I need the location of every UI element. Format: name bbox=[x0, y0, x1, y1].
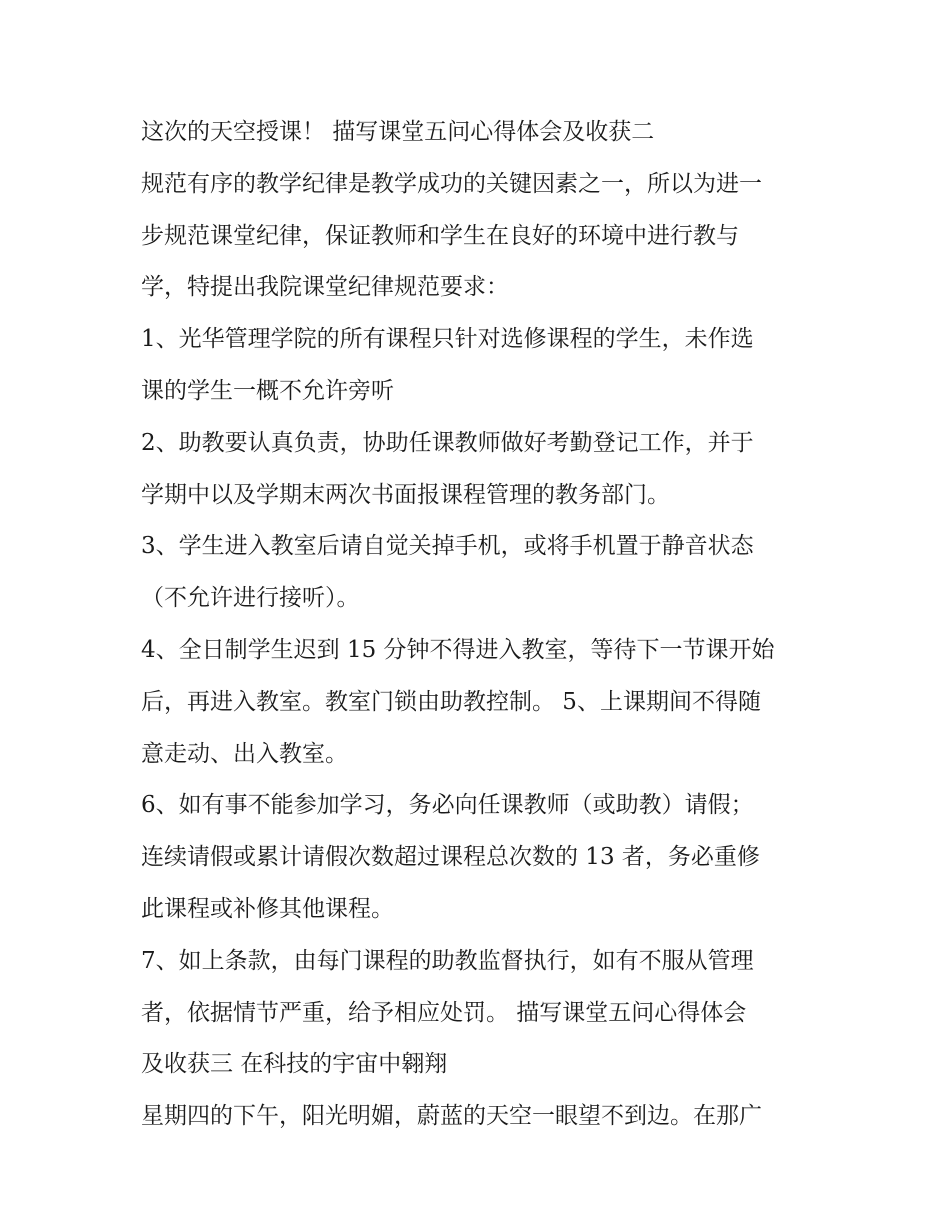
text-line: 1、光华管理学院的所有课程只针对选修课程的学生，未作选 bbox=[141, 326, 754, 353]
text-line: （不允许进行接听）。 bbox=[141, 585, 360, 612]
text-line: 连续请假或累计请假次数超过课程总次数的 13 者，务必重修 bbox=[141, 844, 760, 871]
text-line: 6、如有事不能参加学习，务必向任课教师（或助教）请假； bbox=[141, 792, 754, 819]
text-line: 这次的天空授课！ 描写课堂五问心得体会及收获二 bbox=[141, 119, 655, 145]
document-body bbox=[141, 107, 831, 1143]
text-line: 后，再进入教室。教室门锁由助教控制。 5、上课期间不得随 bbox=[141, 688, 761, 715]
text-line: 7、如上条款，由每门课程的助教监督执行，如有不服从管理 bbox=[141, 947, 754, 974]
text-line: 步规范课堂纪律，保证教师和学生在良好的环境中进行教与 bbox=[141, 222, 739, 249]
text-line: 及收获三 在科技的宇宙中翱翔 bbox=[141, 1051, 448, 1078]
text-line: 规范有序的教学纪律是教学成功的关键因素之一，所以为进一 bbox=[141, 170, 762, 197]
text-line: 课的学生一概不允许旁听 bbox=[141, 377, 394, 404]
text-line: 意走动、出入教室。 bbox=[141, 740, 348, 767]
text-line: 学，特提出我院课堂纪律规范要求： bbox=[141, 274, 509, 301]
text-line: 学期中以及学期末两次书面报课程管理的教务部门。 bbox=[141, 481, 670, 508]
text-line: 3、学生进入教室后请自觉关掉手机，或将手机置于静音状态 bbox=[141, 533, 754, 560]
text-line: 2、助教要认真负责，协助任课教师做好考勤登记工作，并于 bbox=[141, 429, 754, 456]
text-line: 星期四的下午，阳光明媚，蔚蓝的天空一眼望不到边。在那广 bbox=[141, 1103, 762, 1130]
text-line: 者，依据情节严重，给予相应处罚。 描写课堂五问心得体会 bbox=[141, 999, 747, 1026]
text-line: 此课程或补修其他课程。 bbox=[141, 895, 394, 922]
text-line: 4、全日制学生迟到 15 分钟不得进入教室，等待下一节课开始 bbox=[141, 636, 775, 663]
